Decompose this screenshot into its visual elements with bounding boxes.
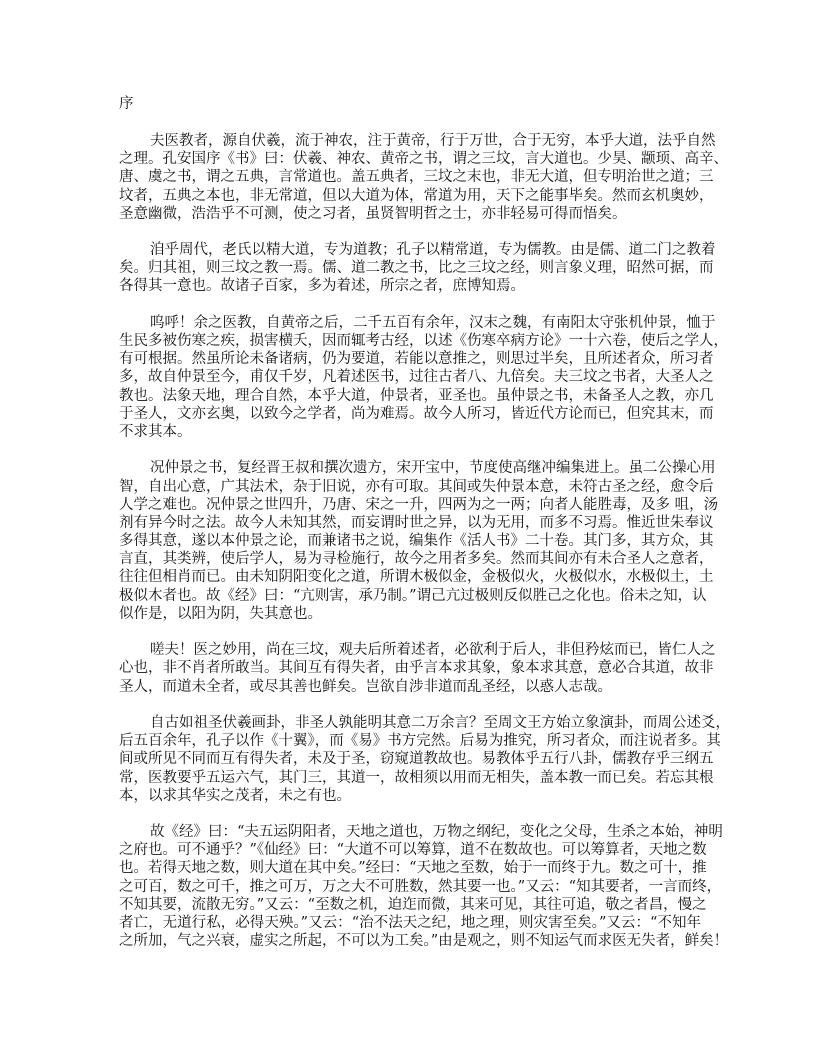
text-line: 不求其本。	[119, 423, 192, 440]
text-line: 之理。孔安国序《书》曰：伏羲、神农、黄帝之书，谓之三坟，言大道也。少昊、颛顼、高辛、	[119, 151, 728, 168]
text-line: 之府也。可不通乎？”《仙经》曰：“大道不可以筹算，道不在数故也。可以筹算者，天地之数	[119, 842, 707, 859]
text-line: 之可百，数之可千，推之可万，万之大不可胜数，然其要一也。”又云：“知其要者，一言而终，	[119, 878, 722, 895]
text-line: 剂有异今时之法。故今人未知其然，而妄谓时世之异，以为无用，而多不习焉。惟近世朱奉议	[119, 514, 714, 531]
text-line: 教也。法象天地，理合自然，本乎大道，仲景者，亚圣也。虽仲景之书，未备圣人之教，亦几	[119, 387, 714, 404]
text-line: 心也，非不肖者所敢当。其间互有得失者，由乎言本求其象，象本求其意，意必合其道，故非	[119, 660, 714, 677]
text-line: 圣意幽微，浩浩乎不可测，使之习者，虽贤智明哲之士，亦非轻易可得而悟矣。	[119, 205, 627, 222]
text-line: 况仲景之书，复经晋王叔和撰次遗方，宋开宝中，节度使高继冲编集进上。虽二公操心用	[150, 460, 716, 477]
text-line: 多，故自仲景至今，甫仅千岁，凡着述医书，过往古者八、九倍矣。夫三坟之书者，大圣人之	[119, 369, 714, 386]
document-page	[119, 95, 730, 969]
text-line: 言直，其类辨，使后学人，易为寻检施行，故今之用者多矣。然而其间亦有未合圣人之意者，	[119, 551, 714, 568]
paragraph	[119, 459, 719, 623]
preface-title: 序	[119, 96, 134, 112]
paragraph	[119, 714, 730, 805]
text-line: 呜呼！余之医教，自黄帝之后，二千五百有余年，汉末之魏，有南阳太守张机仲景，恤于	[150, 314, 716, 331]
text-line: 唐、虞之书，谓之五典，言常道也。盖五典者，三坟之末也，非无大道，但专明治世之道；三	[119, 169, 714, 186]
text-line: 间或所见不同而互有得失者，未及于圣，窃窥道教故也。易教体乎五行八卦，儒教存乎三纲五	[119, 751, 714, 768]
text-line: 圣人，而道未全者，或尽其善也鲜矣。岂欲自涉非道而乱圣经，以惑人志哉。	[119, 678, 612, 695]
text-line: 洎乎周代，老氏以精大道，专为道教；孔子以精常道，专为儒教。由是儒、道二门之教着	[150, 242, 716, 259]
text-line: 自古如祖圣伏羲画卦，非圣人孰能明其意二万余言？至周文王方始立象演卦，而周公述爻，	[150, 714, 730, 731]
text-line: 多得其意，遂以本仲景之论，而兼诸书之说，编集作《活人书》二十卷。其门多，其方众，其	[119, 533, 714, 550]
text-line: 人学之难也。况仲景之世四升，乃唐、宋之一升，四两为之一两；向者人能胜毒，及多 咀，汤	[119, 496, 719, 513]
text-line: 似作是，以阳为阴，失其意也。	[119, 605, 322, 622]
preface-body	[119, 132, 730, 950]
text-line: 于圣人，文亦玄奥，以致今之学者，尚为难焉。故今人所习，皆近代方论而已，但究其末，而	[119, 405, 714, 422]
text-line: 也。若得天地之数，则大道在其中矣。”经曰：“天地之至数，始于一而终于九。数之可十，推	[119, 860, 707, 877]
text-line: 本，以求其华实之茂者，未之有也。	[119, 787, 351, 804]
text-line: 坟者，五典之本也，非无常道，但以大道为体，常道为用，天下之能事毕矣。然而玄机奥妙，	[119, 187, 714, 204]
text-line: 嗟夫！医之妙用，尚在三坟，观夫后所着述者，必欲利于后人，非但矜炫而已，皆仁人之	[150, 642, 716, 659]
text-line: 故《经》曰：“夫五运阴阳者，天地之道也，万物之纲纪，变化之父母，生杀之本始，神明	[150, 824, 723, 841]
text-line: 者亡，无道行私，必得天殃。”又云：“治不法天之纪，地之理，则灾害至矣。”又云：“不知年	[119, 915, 701, 932]
text-line: 不知其要，流散无穷。”又云：“至数之机，迫迮而微，其来可见，其往可追，敬之者昌，慢之	[119, 896, 707, 913]
paragraph	[119, 823, 729, 950]
text-line: 后五百余年，孔子以作《十翼》，而《易》书方完然。后易为推究，所习者众，而注说者多。其	[119, 733, 721, 750]
paragraph	[119, 314, 728, 441]
paragraph	[119, 132, 728, 223]
paragraph	[119, 641, 716, 696]
paragraph	[119, 241, 716, 296]
text-line: 有可根据。然虽所论未备诸病，仍为要道，若能以意推之，则思过半矣，且所述者众，所习者	[119, 351, 714, 368]
text-line: 各得其一意也。故诸子百家，多为着述，所宗之者，庶博知焉。	[119, 278, 525, 295]
text-line: 常，医教要乎五运六气，其门三，其道一，故相须以用而无相失，盖本教一而已矣。若忘其根	[119, 769, 714, 786]
text-line: 夫医教者，源自伏羲，流于神农，注于黄帝，行于万世，合于无穷，本乎大道，法乎自然	[150, 132, 716, 149]
text-line: 矣。归其祖，则三坟之教一焉。儒、道二教之书，比之三坟之经，则言象义理，昭然可据，而	[119, 260, 714, 277]
text-line: 生民多被伤寒之疾，损害横夭，因而辄考古经，以述《伤寒卒病方论》一十六卷，使后之学人，	[119, 333, 728, 350]
text-line: 之所加，气之兴衰，虚实之所起，不可以为工矣。”由是观之，则不知运气而求医无失者，鲜矣！	[119, 933, 729, 950]
text-line: 往往但相肖而已。由未知阴阳变化之道，所谓木极似金，金极似火，火极似水，水极似土，土	[119, 569, 714, 586]
text-line: 极似木者也。故《经》曰：“亢则害，承乃制。”谓己亢过极则反似胜己之化也。俗未之知，认	[119, 587, 707, 604]
text-line: 智，自出心意，广其法术，杂于旧说，亦有可取。其间或失仲景本意，未符古圣之经，愈令后	[119, 478, 714, 495]
